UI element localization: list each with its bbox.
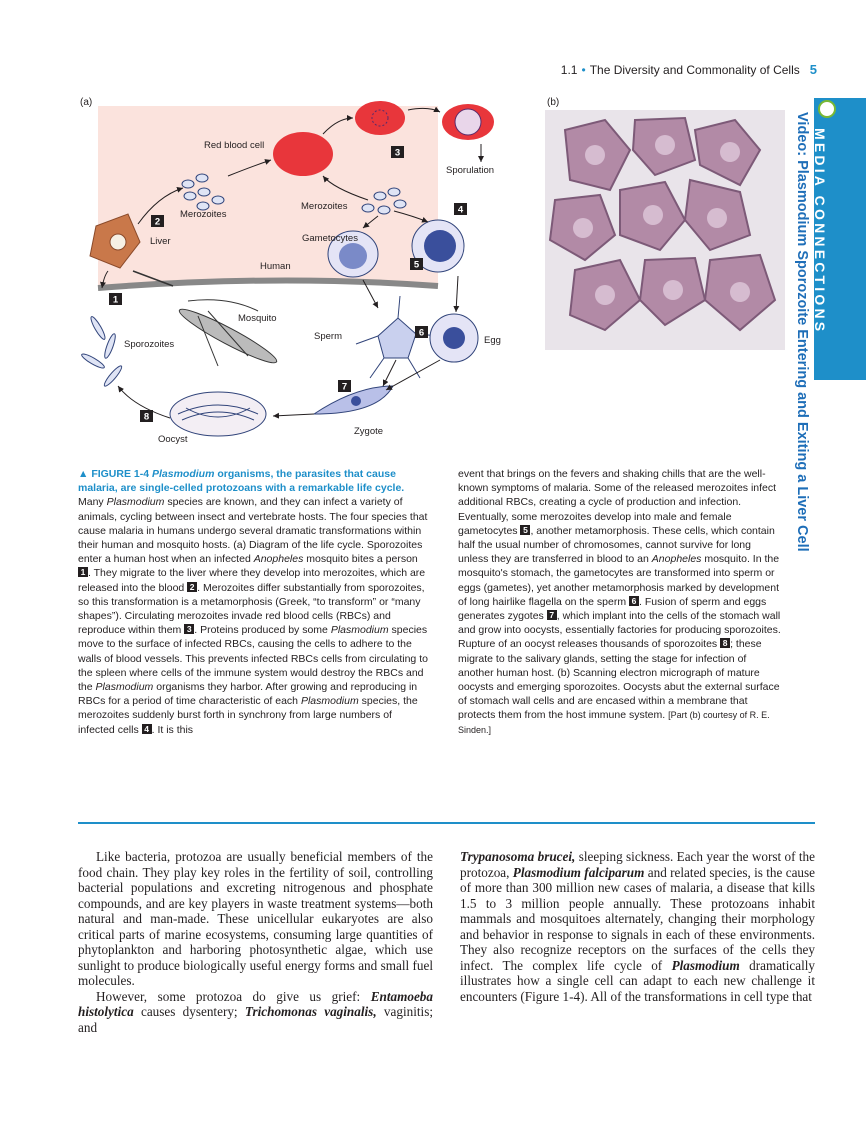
step-3: 3 (394, 147, 401, 159)
label-red-blood-cell: Red blood cell (204, 140, 265, 151)
label-mosquito: Mosquito (238, 313, 277, 324)
gametocyte-nucleus-icon (339, 243, 367, 269)
egg-nucleus-icon (443, 327, 465, 349)
caption-left: ▲ FIGURE 1-4 Plasmodium organisms, the parasites that cause malaria, are single-celled protozoans with a remarkable life cycle. Many Plasmodium species are known, and they can infect a variety of animals, cycling between insect and vertebrate hosts. The four species that cause malaria in humans undergo several dramatic transformations within their human and mosquito hosts. (a) Diagram of the life cycle. Sporozoites enter a human host when an infected Anopheles mosquito bites a person 1 . They migrate to the liver where they develop into merozoites, which are released into the blood 2 . Merozoites differ substantially from sporozoites, so this transformation is a metamorphosis (Greek, “to transform” or “many shapes”). Circulating merozoites invade red blood cells (RBCs) and reproduce within them 3 . Proteins produced by some Plasmodium species move to the surface of infected RBCs, causing the cells to adhere to the walls of blood vessels. This prevents infected RBCs cells from circulating to the spleen where cells of the immune system would destroy the RBCs and the Plasmodium organisms they harbor. After growing and reproducing in RBCs for a period of time characteristic of each Plasmodium species, the merozoites suddenly burst forth in synchrony from large numbers of infected cells 4 . It is this (78, 468, 428, 736)
media-connections-label[interactable]: MEDIA CONNECTIONS (812, 128, 828, 335)
figure-label: ▲ FIGURE 1-4 (78, 468, 150, 480)
label-merozoites-right: Merozoites (301, 201, 348, 212)
life-cycle-diagram (78, 96, 538, 456)
label-gametocytes: Gametocytes (302, 233, 358, 244)
step-2: 2 (154, 216, 161, 228)
body-paragraph-2-cont: Trypanosoma brucei, sleeping sickness. Each year the worst of the protozoa, Plasmodium falciparum and related species, is the cause of more than 300 million new cases of malaria, a disease that kills 1.5 to 3 million people annually. These protozoans inhabit mammals and mosquitoes alternately, changing their morphology and behavior in response to signals in each of these environments. They also recognize receptors on the surfaces of the cells they infect. The complex life cycle of Plasmodium dramatically illustrates how a single cell can adapt to each new challenge it encounters (Figure 1-4). All of the transformations in cell type that (460, 849, 816, 1004)
schizont-icon (455, 109, 481, 135)
section-number: 1.1 (560, 63, 578, 77)
section-title: The Diversity and Commonality of Cells (589, 63, 800, 77)
step-8: 8 (143, 411, 150, 423)
red-blood-cell-icon (273, 132, 333, 176)
sporozoites-icon (80, 315, 123, 388)
micrograph-image (545, 110, 785, 350)
body-left-column (78, 849, 433, 1035)
caption-divider (78, 822, 815, 824)
caption-right: event that brings on the fevers and shaking chills that are the well-known symptoms of malaria. Some of the released merozoites infect additional RBCs, creating a cycle of production and infection. Eventually, some merozoites develop into male and female gametocytes 5 , another metamorphosis. These cells, which contain half the usual number of chromosomes, cannot survive for long unless they are transferred in blood to an Anopheles mosquito. In the mosquito's stomach, the gametocytes are transformed into sperm or eggs (gametes), yet another metamorphosis marked by development of long hairlike flagella on the sperm 6 . Fusion of sperm and eggs generates zygotes 7 , which implant into the cells of the stomach wall and grow into oocysts, essentially factories for producing sporozoites. Rupture of an oocyst releases thousands of sporozoites 8 ; these migrate to the salivary glands, setting the stage for infection of another human host. (b) Scanning electron micrograph of mature oocysts and emerging sporozoites. Oocysts abut the external surface of stomach wall cells and are encased within a membrane that protects them from the host immune system. [Part (b) courtesy of R. E. Sinden.] (458, 468, 781, 735)
infected-rbc-icon (355, 101, 405, 135)
body-right-column (460, 849, 815, 1004)
label-zygote: Zygote (354, 426, 384, 437)
label-liver: Liver (150, 236, 171, 247)
media-icon[interactable] (818, 100, 836, 118)
zygote-nucleus-icon (351, 396, 361, 406)
body-paragraph-1: Like bacteria, protozoa are usually beneficial members of the food chain. They play key roles in the fertility of soil, controlling bacterial populations and excreting nitrogenous and phosphate compounds, and are key players in waste treatment systems—both natural and man-made. These unicellular eukaryotes are also critical parts of marine ecosystems, consuming large quantities of phytoplankton and harboring photosynthetic algae, which use sunlight to produce biologically useful energy forms and small fuel molecules. (78, 849, 433, 988)
video-link[interactable]: Video: Plasmodium Sporozoite Entering and Exiting a Liver Cell (794, 112, 810, 552)
step-7: 7 (341, 381, 348, 393)
label-sporozoites: Sporozoites (124, 339, 175, 350)
label-egg: Egg (484, 335, 501, 346)
page-number: 5 (809, 62, 817, 77)
skin-surface (98, 280, 438, 288)
liver-nucleus-icon (110, 234, 126, 250)
body-paragraph-2: However, some protozoa do give us grief: Entamoeba histolytica causes dysentery; Trichomonas vaginalis, vaginitis; and (78, 988, 433, 1035)
bullet-icon: • (581, 63, 586, 77)
oocyst-icon (170, 392, 266, 436)
step-6: 6 (418, 327, 425, 339)
step-5: 5 (413, 259, 420, 271)
step-1: 1 (112, 294, 119, 306)
step-4: 4 (457, 204, 464, 216)
gametocyte-female-nucleus-icon (424, 230, 456, 262)
panel-a-label: (a) (80, 97, 93, 108)
panel-b-label: (b) (547, 97, 560, 108)
label-merozoites-left: Merozoites (180, 209, 227, 220)
label-human: Human (260, 261, 291, 272)
label-sporulation: Sporulation (446, 165, 495, 176)
label-sperm: Sperm (314, 331, 342, 342)
label-oocyst: Oocyst (158, 434, 188, 445)
running-header (561, 62, 817, 77)
